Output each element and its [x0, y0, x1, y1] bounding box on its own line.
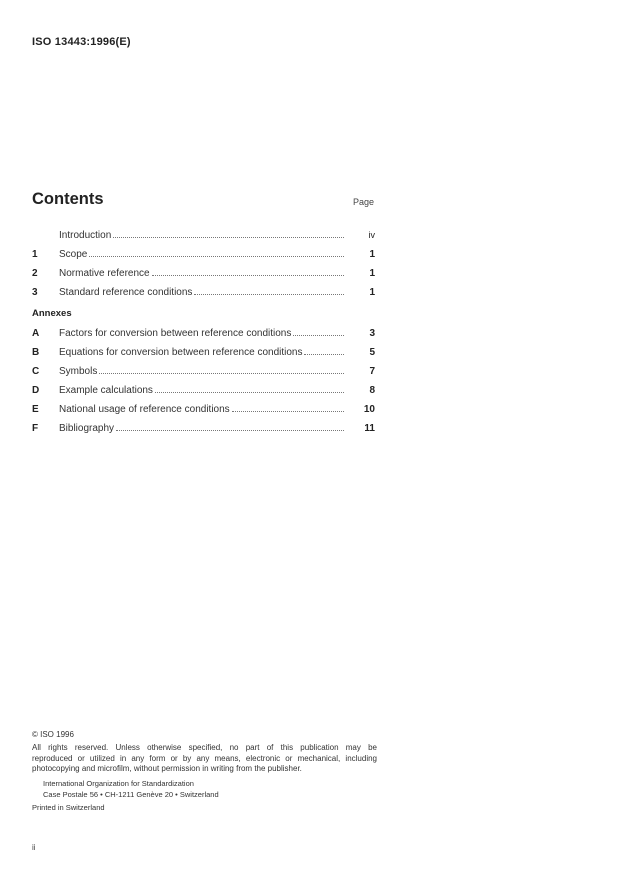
toc-entry[interactable]: [32, 347, 375, 361]
toc-entry-number: 1: [32, 249, 38, 260]
dot-leader: [293, 335, 344, 336]
printed-in: Printed in Switzerland: [32, 803, 105, 812]
toc-entry-title: Standard reference conditions: [59, 287, 193, 298]
toc-entry-title: Factors for conversion between reference conditions: [59, 328, 292, 339]
toc-entry-page: 1: [369, 287, 375, 298]
toc-entry-page: 3: [369, 328, 375, 339]
toc-entry-page: 1: [369, 249, 375, 260]
toc-entry-title: Equations for conversion between reference conditions: [59, 347, 303, 358]
page-number: ii: [32, 843, 36, 852]
dot-leader: [304, 354, 344, 355]
toc-entry-title: Example calculations: [59, 385, 153, 396]
dot-leader: [194, 294, 344, 295]
organization-name: International Organization for Standardization: [43, 779, 194, 788]
toc-entry-number: A: [32, 328, 40, 339]
toc-entry-title: Normative reference: [59, 268, 150, 279]
toc-entry-number: 3: [32, 287, 38, 298]
page-column-label: Page: [353, 197, 375, 207]
dot-leader: [113, 237, 344, 238]
rights-statement: [32, 743, 377, 775]
dot-leader: [116, 430, 344, 431]
toc-entry-number: C: [32, 366, 40, 377]
toc-entry[interactable]: [32, 328, 375, 342]
rights-line: reproduced or utilized in any form or by any means, electronic or mechanical, including: [32, 753, 377, 763]
rights-line: All rights reserved. Unless otherwise specified, no part of this publication may be: [32, 743, 377, 752]
toc-entry-page: iv: [368, 230, 375, 240]
dot-leader: [152, 275, 344, 276]
toc-entry-page: 1: [369, 268, 375, 279]
toc-entry-title: Scope: [59, 249, 88, 260]
dot-leader: [232, 411, 344, 412]
document-id-header: ISO 13443:1996(E): [32, 36, 131, 48]
dot-leader: [99, 373, 344, 374]
toc-entry-number: F: [32, 423, 39, 434]
toc-entry[interactable]: [32, 423, 375, 437]
toc-entry-number: B: [32, 347, 40, 358]
copyright-notice: © ISO 1996: [32, 730, 74, 739]
toc-entry[interactable]: [32, 366, 375, 380]
dot-leader: [89, 256, 344, 257]
toc-entry[interactable]: [32, 249, 375, 263]
organization-address: Case Postale 56 • CH-1211 Genève 20 • Switzerland: [43, 790, 219, 799]
toc-entry[interactable]: [32, 404, 375, 418]
rights-line: photocopying and microfilm, without permission in writing from the publisher.: [32, 764, 302, 773]
toc-entry[interactable]: [32, 385, 375, 399]
toc-entry-page: 11: [364, 423, 375, 434]
toc-entry-page: 8: [369, 385, 375, 396]
toc-entry-page: 5: [369, 347, 375, 358]
annexes-heading: Annexes: [32, 308, 72, 319]
toc-entry[interactable]: [32, 230, 375, 244]
toc-entry-title: Introduction: [59, 230, 112, 241]
toc-entry[interactable]: [32, 287, 375, 301]
toc-entry-number: D: [32, 385, 40, 396]
contents-title: Contents: [32, 190, 104, 208]
toc-entry-page: 7: [369, 366, 375, 377]
toc-entry[interactable]: [32, 268, 375, 282]
toc-entry-title: Symbols: [59, 366, 98, 377]
dot-leader: [155, 392, 344, 393]
toc-entry-number: 2: [32, 268, 38, 279]
toc-entry-title: Bibliography: [59, 423, 115, 434]
toc-entry-page: 10: [363, 404, 375, 415]
toc-entry-title: National usage of reference conditions: [59, 404, 230, 415]
toc-entry-number: E: [32, 404, 39, 415]
